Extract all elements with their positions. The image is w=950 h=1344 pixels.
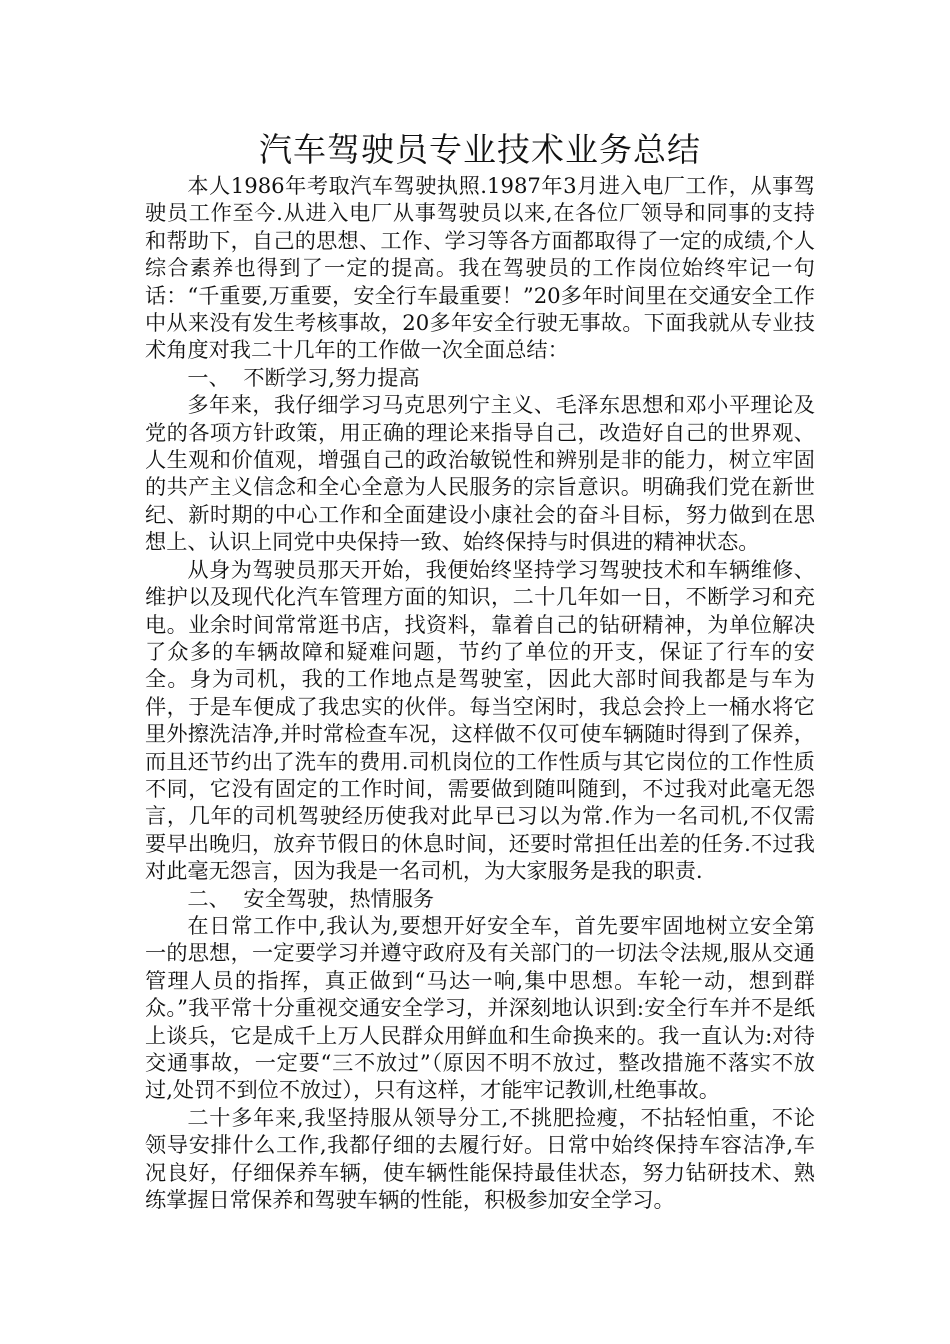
document-page <box>145 128 815 1213</box>
section-1-title: 不断学习,努力提高 <box>243 364 420 390</box>
section-2-paragraph-1: 在日常工作中,我认为,要想开好安全车，首先要牢固地树立安全第一的思想，一定要学习并遵守政府及有关部门的一切法令法规,服从交通管理人员的指挥，真正做到“马达一响,集中思想。车轮一动，想到群众。”我平常十分重视交通安全学习，并深刻地认识到:安全行车并不是纸上谈兵，它是成千上万人民群众用鲜血和生命换来的。我一直认为:对待交通事故，一定要“三不放过”（原因不明不放过，整改措施不落实不放过,处罚不到位不放过），只有这样，才能牢记教训,杜绝事故。 <box>145 912 815 1103</box>
section-2-paragraph-2: 二十多年来,我坚持服从领导分工,不挑肥捡瘦，不拈轻怕重，不论领导安排什么工作,我都仔细的去履行好。日常中始终保持车容洁净,车况良好，仔细保养车辆，使车辆性能保持最佳状态，努力钻研技术、熟练掌握日常保养和驾驶车辆的性能，积极参加安全学习。 <box>145 1104 815 1213</box>
section-2-heading <box>145 885 815 912</box>
section-2-title: 安全驾驶，热情服务 <box>243 885 435 911</box>
section-2-number: 二、 <box>187 885 230 911</box>
section-1-paragraph-2: 从身为驾驶员那天开始，我便始终坚持学习驾驶技术和车辆维修、维护以及现代化汽车管理方面的知识，二十几年如一日，不断学习和充电。业余时间常常逛书店，找资料，靠着自己的钻研精神，为单位解决了众多的车辆故障和疑难问题，节约了单位的开支，保证了行车的安全。身为司机，我的工作地点是驾驶室，因此大部时间我都是与车为伴，于是车便成了我忠实的伙伴。每当空闲时，我总会拎上一桶水将它里外擦洗洁净,并时常检查车况，这样做不仅可使车辆随时得到了保养，而且还节约出了洗车的费用.司机岗位的工作性质与其它岗位的工作性质不同，它没有固定的工作时间，需要做到随叫随到，不过我对此毫无怨言，几年的司机驾驶经历使我对此早已习以为常.作为一名司机,不仅需要早出晚归，放弃节假日的休息时间，还要时常担任出差的任务.不过我对此毫无怨言，因为我是一名司机，为大家服务是我的职责. <box>145 556 815 884</box>
section-1-paragraph-1: 多年来，我仔细学习马克思列宁主义、毛泽东思想和邓小平理论及党的各项方针政策，用正确的理论来指导自己，改造好自己的世界观、人生观和价值观，增强自己的政治敏锐性和辨别是非的能力，树立牢固的共产主义信念和全心全意为人民服务的宗旨意识。明确我们党在新世纪、新时期的中心工作和全面建设小康社会的奋斗目标，努力做到在思想上、认识上同党中央保持一致、始终保持与时俱进的精神状态。 <box>145 392 815 555</box>
intro-paragraph: 本人1986年考取汽车驾驶执照.1987年3月进入电厂工作，从事驾驶员工作至今.从进入电厂从事驾驶员以来,在各位厂领导和同事的支持和帮助下，自己的思想、工作、学习等各方面都取得了一定的成绩,个人综合素养也得到了一定的提高。我在驾驶员的工作岗位始终牢记一句话：“千重要,万重要，安全行车最重要！”20多年时间里在交通安全工作中从来没有发生考核事故，20多年安全行驶无事故。下面我就从专业技术角度对我二十几年的工作做一次全面总结： <box>145 173 815 363</box>
section-1-heading <box>145 364 815 391</box>
document-title: 汽车驾驶员专业技术业务总结 <box>259 130 701 169</box>
section-1-number: 一、 <box>187 364 230 390</box>
